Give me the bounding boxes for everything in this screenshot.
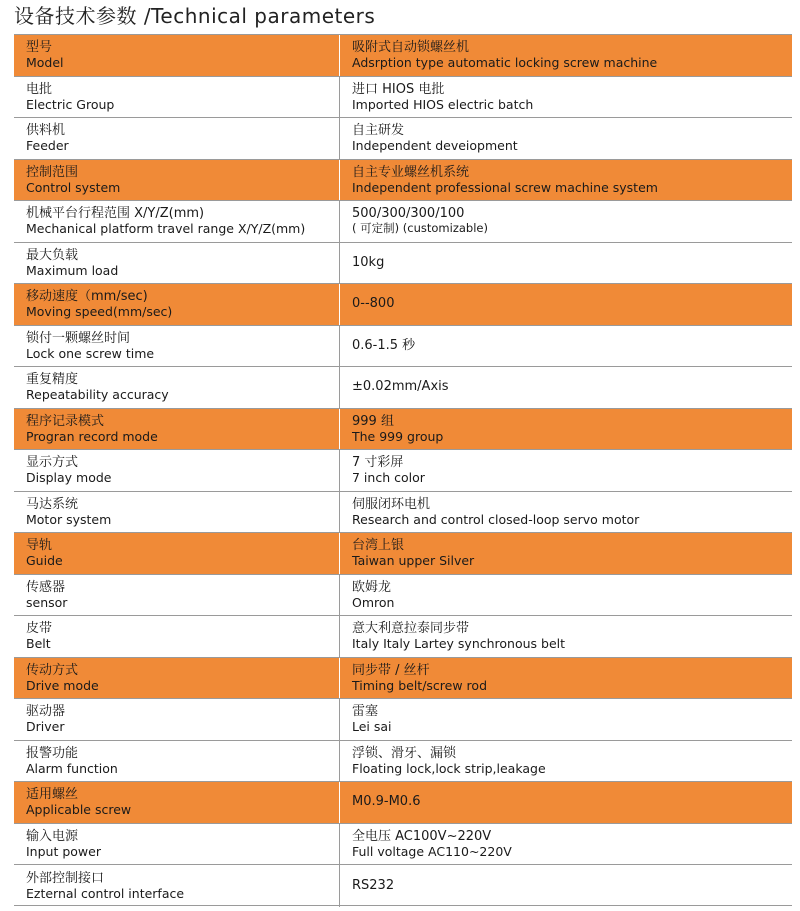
value-en: Floating lock,lock strip,leakage — [352, 760, 546, 776]
value-zh: 台湾上银 — [352, 538, 405, 554]
value-text: 0.6-1.5 秒 — [352, 337, 416, 353]
label-zh: 外部控制接口 — [26, 870, 105, 886]
label-zh: 皮带 — [26, 621, 53, 637]
value-zh: 自主研发 — [352, 123, 405, 139]
row-label — [14, 450, 340, 491]
value-en: Adsrption type automatic locking screw machine — [352, 55, 658, 71]
label-en: Motor system — [26, 511, 112, 527]
value-en: Italy Italy Lartey synchronous belt — [352, 636, 566, 652]
label-en: Moving speed(mm/sec) — [26, 304, 173, 320]
row-label — [14, 865, 340, 907]
table-row — [14, 284, 792, 326]
table-row — [14, 824, 792, 866]
value-text: 10kg — [352, 254, 385, 270]
label-en: Guide — [26, 553, 63, 569]
label-zh: 程序记录模式 — [26, 413, 105, 429]
table-row — [14, 450, 792, 492]
row-label — [14, 575, 340, 616]
row-value — [340, 658, 792, 699]
value-zh: 伺服闭环电机 — [352, 496, 431, 512]
label-en: Display mode — [26, 470, 112, 486]
row-label — [14, 824, 340, 865]
row-label — [14, 782, 340, 823]
row-value — [340, 492, 792, 533]
value-en: ( 可定制) (customizable) — [352, 221, 488, 236]
table-row — [14, 492, 792, 534]
value-en: Independent deveiopment — [352, 138, 518, 154]
row-label — [14, 409, 340, 450]
row-label — [14, 616, 340, 657]
label-zh: 电批 — [26, 81, 53, 97]
row-label — [14, 367, 340, 408]
value-text: RS232 — [352, 877, 395, 893]
label-en: Applicable screw — [26, 802, 132, 818]
table-row — [14, 118, 792, 160]
row-value — [340, 782, 792, 823]
value-zh: 全电压 AC100V~220V — [352, 828, 492, 844]
value-en: Full voltage AC110~220V — [352, 843, 512, 859]
table-row — [14, 865, 792, 907]
value-zh: 意大利意拉泰同步带 — [352, 621, 470, 637]
label-zh: 传感器 — [26, 579, 66, 595]
value-zh: 进口 HIOS 电批 — [352, 81, 445, 97]
spec-table — [14, 34, 792, 906]
label-zh: 机械平台行程范围 X/Y/Z(mm) — [26, 206, 205, 222]
label-zh: 最大负载 — [26, 247, 79, 263]
row-value — [340, 616, 792, 657]
label-zh: 重复精度 — [26, 372, 79, 388]
row-label — [14, 284, 340, 325]
label-zh: 导轨 — [26, 538, 53, 554]
label-zh: 移动速度（mm/sec) — [26, 289, 148, 305]
row-value — [340, 35, 792, 76]
row-value — [340, 450, 792, 491]
row-value — [340, 243, 792, 284]
row-label — [14, 658, 340, 699]
label-zh: 马达系统 — [26, 496, 79, 512]
value-zh: 欧姆龙 — [352, 579, 392, 595]
label-zh: 显示方式 — [26, 455, 79, 471]
value-en: Taiwan upper Silver — [352, 553, 475, 569]
value-en: Research and control closed-loop servo motor — [352, 511, 640, 527]
row-value — [340, 575, 792, 616]
value-zh: 浮锁、滑牙、漏锁 — [352, 745, 457, 761]
row-value — [340, 865, 792, 907]
table-row — [14, 699, 792, 741]
value-en: Timing belt/screw rod — [352, 677, 487, 693]
row-label — [14, 533, 340, 574]
table-row — [14, 77, 792, 119]
label-zh: 控制范围 — [26, 164, 79, 180]
table-row — [14, 367, 792, 409]
value-en: The 999 group — [352, 428, 444, 444]
value-zh: 吸附式自动锁螺丝机 — [352, 40, 470, 56]
row-value — [340, 160, 792, 201]
value-text: ±0.02mm/Axis — [352, 379, 449, 395]
label-en: Maximum load — [26, 262, 119, 278]
row-value — [340, 824, 792, 865]
label-en: Mechanical platform travel range X/Y/Z(mm) — [26, 221, 306, 237]
row-value — [340, 201, 792, 242]
label-en: Belt — [26, 636, 51, 652]
label-en: Electric Group — [26, 96, 115, 112]
label-en: Ezternal control interface — [26, 885, 185, 901]
table-row — [14, 160, 792, 202]
table-row — [14, 616, 792, 658]
label-zh: 传动方式 — [26, 662, 79, 678]
table-row — [14, 201, 792, 243]
label-en: Model — [26, 55, 64, 71]
label-en: Progran record mode — [26, 428, 158, 444]
label-en: Repeatability accuracy — [26, 387, 169, 403]
row-label — [14, 160, 340, 201]
table-row — [14, 741, 792, 783]
label-en: Input power — [26, 843, 101, 859]
value-text: 0--800 — [352, 296, 395, 312]
table-row — [14, 575, 792, 617]
label-zh: 适用螺丝 — [26, 787, 79, 803]
value-zh: 500/300/300/100 — [352, 206, 465, 222]
page-title: 设备技术参数 /Technical parameters — [14, 4, 376, 28]
table-row — [14, 326, 792, 368]
table-row — [14, 533, 792, 575]
row-value — [340, 409, 792, 450]
value-zh: 7 寸彩屏 — [352, 455, 404, 471]
row-label — [14, 201, 340, 242]
value-en: Lei sai — [352, 719, 392, 735]
row-label — [14, 77, 340, 118]
label-zh: 输入电源 — [26, 828, 79, 844]
value-en: Imported HIOS electric batch — [352, 96, 534, 112]
row-value — [340, 284, 792, 325]
table-row — [14, 243, 792, 285]
label-en: Lock one screw time — [26, 345, 155, 361]
label-zh: 报警功能 — [26, 745, 79, 761]
row-value — [340, 741, 792, 782]
label-zh: 驱动器 — [26, 704, 66, 720]
value-zh: 999 组 — [352, 413, 394, 429]
row-label — [14, 118, 340, 159]
value-text: M0.9-M0.6 — [352, 794, 421, 810]
label-en: sensor — [26, 594, 68, 610]
value-zh: 同步带 / 丝杆 — [352, 662, 430, 678]
label-en: Feeder — [26, 138, 69, 154]
label-zh: 供料机 — [26, 123, 66, 139]
value-zh: 自主专业螺丝机系统 — [352, 164, 470, 180]
label-en: Drive mode — [26, 677, 99, 693]
table-row — [14, 658, 792, 700]
row-value — [340, 533, 792, 574]
table-row — [14, 409, 792, 451]
row-label — [14, 243, 340, 284]
row-label — [14, 741, 340, 782]
label-zh: 型号 — [26, 40, 53, 56]
value-en: Independent professional screw machine system — [352, 179, 658, 195]
row-label — [14, 326, 340, 367]
label-zh: 锁付一颗螺丝时间 — [26, 330, 131, 346]
label-en: Driver — [26, 719, 65, 735]
row-value — [340, 699, 792, 740]
value-zh: 雷塞 — [352, 704, 379, 720]
row-value — [340, 77, 792, 118]
label-en: Control system — [26, 179, 121, 195]
row-value — [340, 118, 792, 159]
row-label — [14, 492, 340, 533]
value-en: Omron — [352, 594, 395, 610]
row-label — [14, 699, 340, 740]
value-en: 7 inch color — [352, 470, 425, 486]
row-label — [14, 35, 340, 76]
table-row — [14, 35, 792, 77]
row-value — [340, 326, 792, 367]
row-value — [340, 367, 792, 408]
label-en: Alarm function — [26, 760, 118, 776]
table-row — [14, 782, 792, 824]
